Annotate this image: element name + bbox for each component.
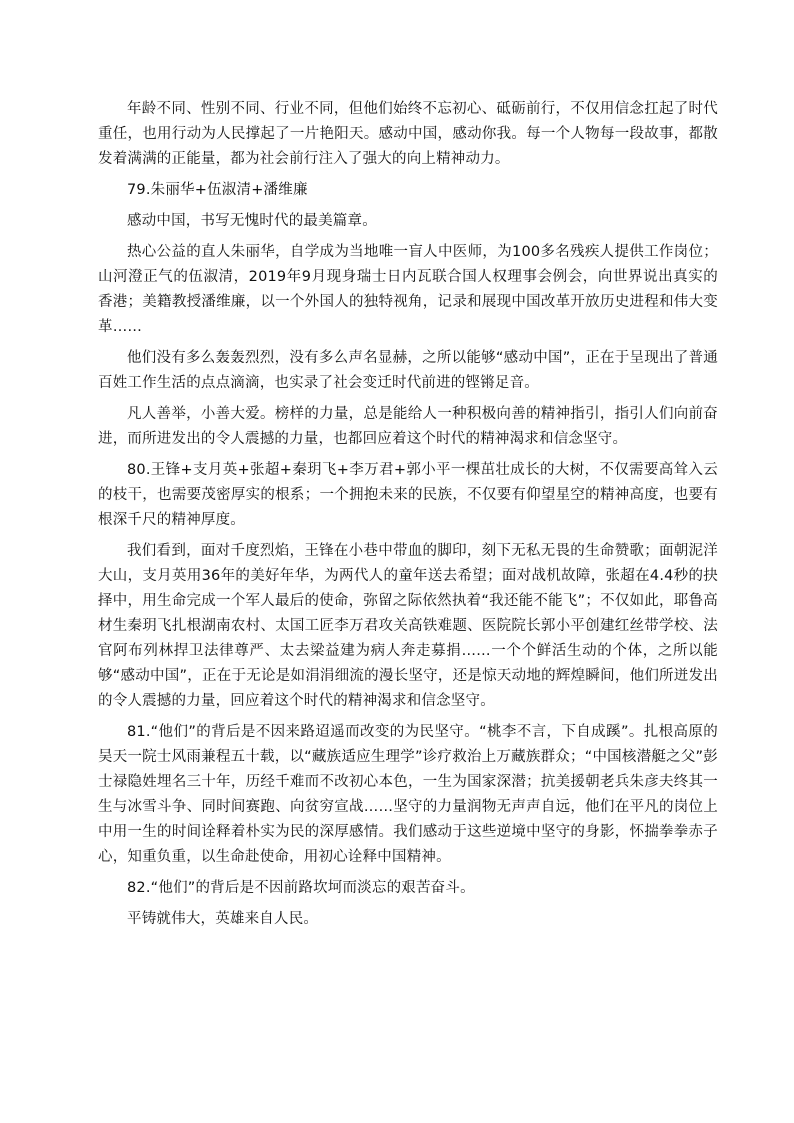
paragraph-1: 年龄不同、性别不同、行业不同，但他们始终不忘初心、砥砺前行，不仅用信念扛起了时代重任，也用行动为人民撑起了一片艳阳天。感动中国，感动你我。每一个人物每一段故事，都散发着满满的正能量，都为社会前行注入了强大的向上精神动力。 bbox=[98, 101, 718, 167]
paragraph-80: 80.王锋+支月英+张超+秦玥飞+李万君+郭小平一棵茁壮成长的大树，不仅需要高耸入云的枝干，也需要茂密厚实的根系；一个拥抱未来的民族，不仅要有仰望星空的精神高度，也要有根深千尺的精神厚度。 bbox=[98, 462, 718, 528]
heading-79: 79.朱丽华+伍淑清+潘维廉 bbox=[127, 182, 308, 198]
document-body bbox=[98, 97, 718, 938]
paragraph-81: 81.“他们”的背后是不因来路迢遥而改变的为民坚守。“桃李不言，下自成蹊”。扎根高原的吴天一院士风雨兼程五十载，以“藏族适应生理学”诊疗救治上万藏族群众；“中国核潜艇之父”彭士禄隐姓埋名三十年，历经千难而不改初心本色，一生为国家深潜；抗美援朝老兵朱彦夫终其一生与冰雪斗争、同时间赛跑、向贫穷宣战……坚守的力量润物无声声自远，他们在平凡的岗位上中用一生的时间诠释着朴实为民的深厚感情。我们感动于这些逆境中坚守的身影，怀揣拳拳赤子心，知重负重，以生命赴使命，用初心诠释中国精神。 bbox=[98, 724, 718, 865]
paragraph-3: 热心公益的直人朱丽华，自学成为当地唯一盲人中医师，为100多名残疾人提供工作岗位；山河澄正气的伍淑清，2019年9月现身瑞士日内瓦联合国人权理事会例会，向世界说出真实的香港；美籍教授潘维廉，以一个外国人的独特视角，记录和展现中国改革开放历史进程和伟大变革…… bbox=[98, 244, 718, 335]
paragraph-4: 他们没有多么轰轰烈烈，没有多么声名显赫，之所以能够“感动中国”，正在于呈现出了普通百姓工作生活的点点滴滴，也实录了社会变迁时代前进的铿锵足音。 bbox=[98, 350, 718, 391]
paragraph-7: 平铸就伟大，英雄来自人民。 bbox=[127, 911, 319, 927]
paragraph-6: 我们看到，面对千度烈焰，王锋在小巷中带血的脚印，刻下无私无畏的生命赞歌；面朝泥洋大山，支月英用36年的美好年华，为两代人的童年送去希望；面对战机故障，张超在4.4秒的抉择中，用生命完成一个军人最后的使命，弥留之际依然执着“我还能不能飞”；不仅如此，耶鲁高材生秦玥飞扎根湖南农村、太国工匠李万君攻关高铁难题、医院院长郭小平创建红丝带学校、法官阿布列林捍卫法律尊严、太去梁益建为病人奔走募捐……一个个鲜活生动的个体，之所以能够“感动中国”，正在于无论是如涓涓细流的漫长坚守，还是惊天动地的辉煌瞬间，他们所迸发出的令人震撼的力量，回应着这个时代的精神渴求和信念坚守。 bbox=[98, 543, 718, 709]
paragraph-82: 82.“他们”的背后是不因前路坎坷而淡忘的艰苦奋斗。 bbox=[127, 880, 475, 896]
paragraph-2: 感动中国，书写无愧时代的最美篇章。 bbox=[127, 213, 377, 229]
paragraph-5: 凡人善举，小善大爱。榜样的力量，总是能给人一种积极向善的精神指引，指引人们向前奋进，而所进发出的令人震撼的力量，也都回应着这个时代的精神渴求和信念坚守。 bbox=[98, 406, 718, 447]
